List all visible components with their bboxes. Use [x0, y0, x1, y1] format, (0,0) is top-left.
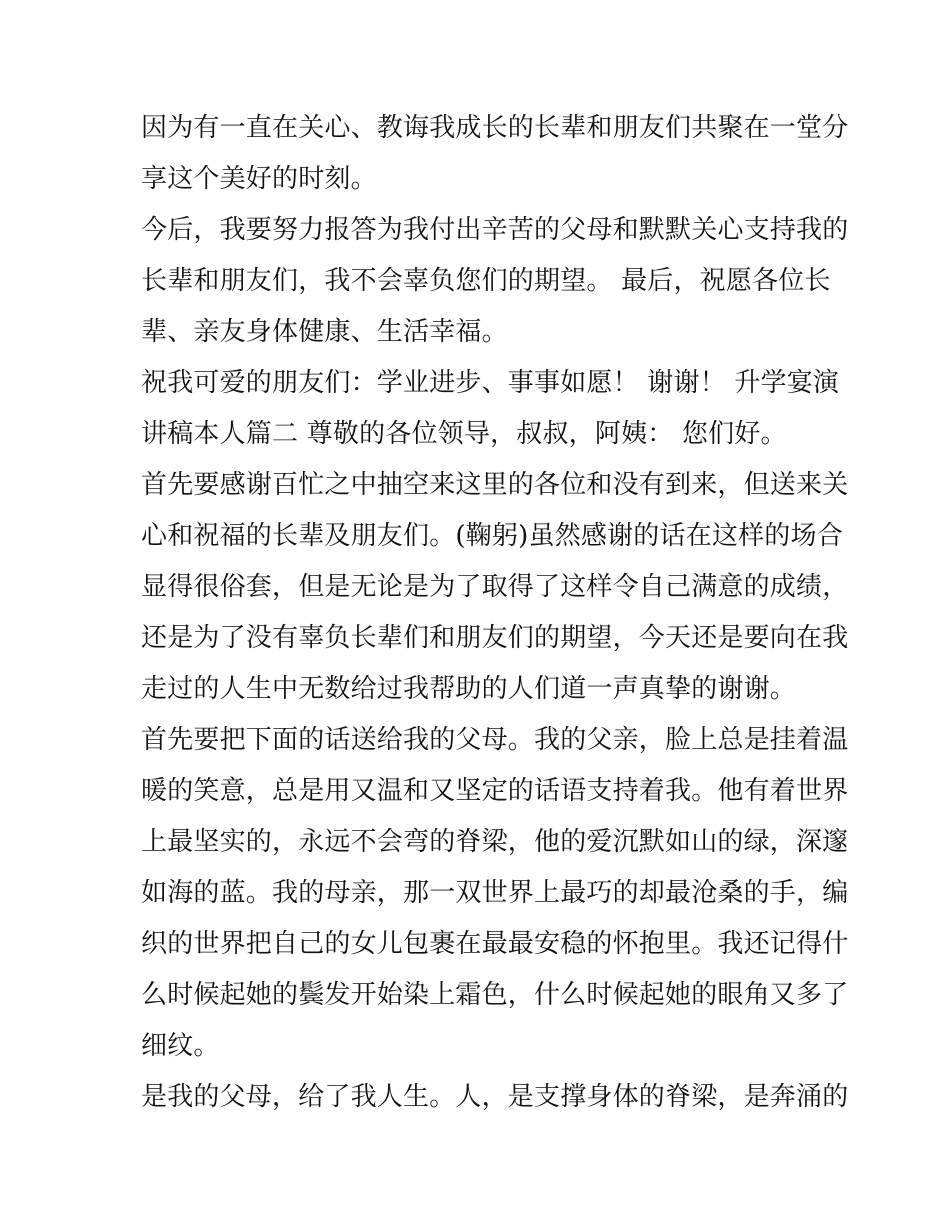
text-line-8: 首先要感谢百忙之中抽空来这里的各位和没有到来，但送来关 [141, 470, 849, 500]
text-line-14: 暖的笑意，总是用又温和又坚定的话语支持着我。他有着世界 [141, 776, 849, 806]
text-line-12: 走过的人生中无数给过我帮助的人们道一声真挚的谢谢。 [141, 674, 797, 704]
text-line-15: 上最坚实的，永远不会弯的脊梁，他的爱沉默如山的绿，深邃 [141, 827, 849, 857]
text-line-4: 长辈和朋友们，我不会辜负您们的期望。 最后，祝愿各位长 [141, 266, 831, 296]
text-line-6: 祝我可爱的朋友们：学业进步、事事如愿！ 谢谢！ 升学宴演 [141, 368, 840, 398]
text-line-13: 首先要把下面的话送给我的父母。我的父亲，脸上总是挂着温 [141, 725, 849, 755]
text-line-11: 还是为了没有辜负长辈们和朋友们的期望，今天还是要向在我 [141, 623, 849, 653]
text-line-9: 心和祝福的长辈及朋友们。(鞠躬)虽然感谢的话在这样的场合 [141, 521, 843, 551]
text-line-20: 是我的父母，给了我人生。人，是支撑身体的脊梁，是奔涌的 [141, 1082, 849, 1112]
text-line-16: 如海的蓝。我的母亲，那一双世界上最巧的却最沧桑的手，编 [141, 878, 849, 908]
text-line-5: 辈、亲友身体健康、生活幸福。 [141, 317, 508, 347]
text-line-18: 么时候起她的鬓发开始染上霜色，什么时候起她的眼角又多了 [141, 980, 849, 1010]
text-line-10: 显得很俗套，但是无论是为了取得了这样令自己满意的成绩， [141, 572, 849, 602]
text-line-19: 细纹。 [141, 1031, 220, 1061]
text-line-17: 织的世界把自己的女儿包裹在最最安稳的怀抱里。我还记得什 [141, 929, 849, 959]
text-line-7: 讲稿本人篇二 尊敬的各位领导，叔叔，阿姨： 您们好。 [141, 419, 787, 449]
text-line-2: 享这个美好的时刻。 [141, 164, 377, 194]
text-line-3: 今后，我要努力报答为我付出辛苦的父母和默默关心支持我的 [141, 215, 849, 245]
text-line-1: 因为有一直在关心、教诲我成长的长辈和朋友们共聚在一堂分 [141, 113, 849, 143]
